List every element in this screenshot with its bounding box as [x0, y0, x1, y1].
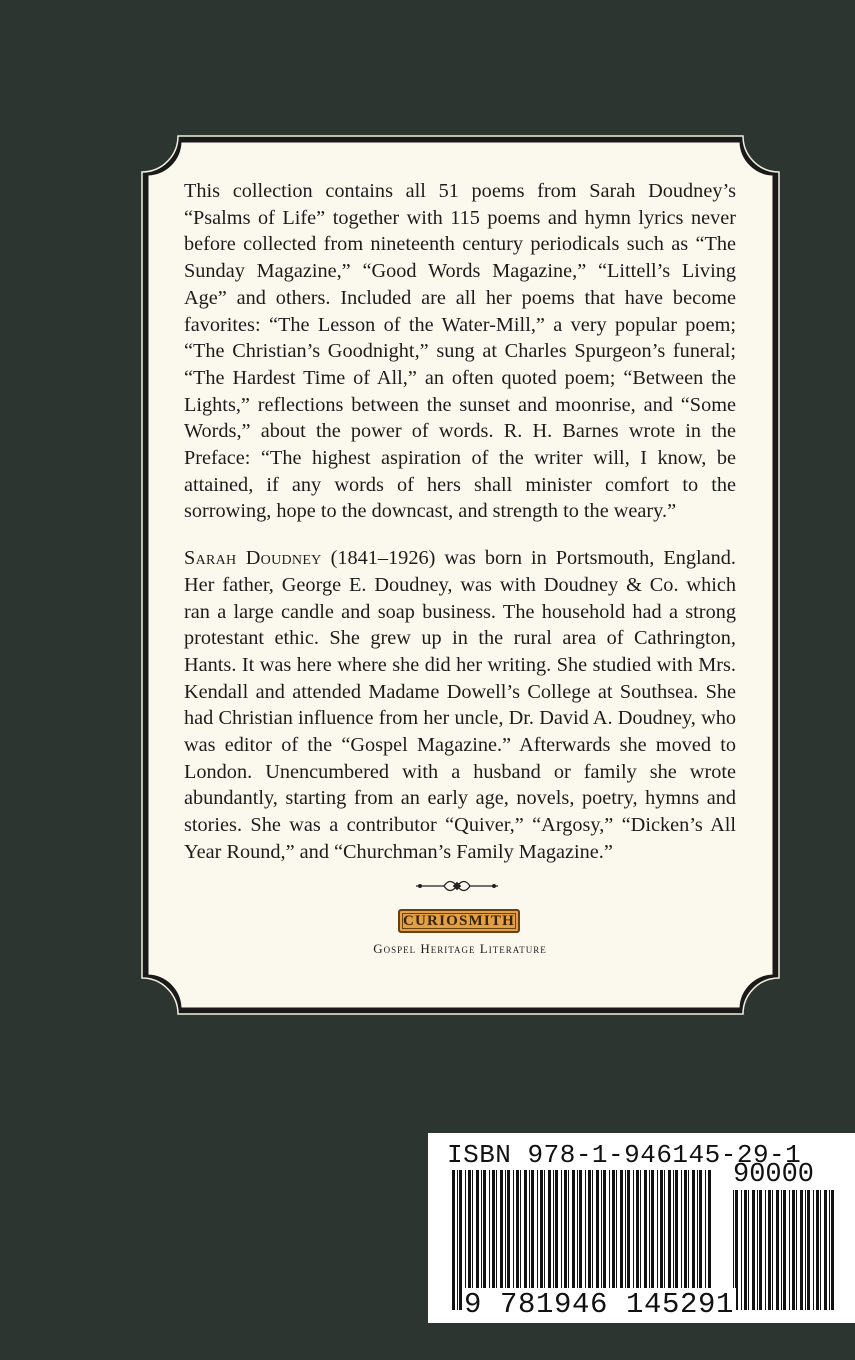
isbn-text: ISBN 978-1-946145-29-1: [447, 1140, 802, 1170]
author-bio: (1841–1926) was born in Portsmouth, England. Her father, George E. Doudney, was with Doudney & Co. which ran a large candle and soap business. The household had a strong protestant ethic. She grew up in the rural area of Cathrington, Hants. It was here where she did her writing. She studied with Mrs. Kendall and attended Madame Dowell’s College at Southsea. She had Christian influence from her uncle, Dr. David A. Doudney, who was editor of the “Gospel Magazine.” Afterwards she moved to London. Unencumbered with a husband or family she wrote abundantly, starting from an early age, novels, poetry, hymns and stories. She was a contributor “Quiver,” “Argosy,” “Dicken’s All Year Round,” and “Churchman’s Family Magazine.”: [184, 547, 737, 863]
publisher-logo: CURIOSMITH: [398, 909, 520, 933]
publisher-imprint: Gospel Heritage Literature: [373, 941, 547, 956]
price-code: 90000: [733, 1160, 815, 1190]
author-name: Sarah Doudney: [184, 547, 322, 570]
barcode-digits: 9 781946 145291: [464, 1288, 735, 1321]
description-paragraph-1: This collection contains all 51 poems from Sarah Doudney’s “Psalms of Life” together with 115 poems and hymn lyrics never before collected from nineteenth century periodicals such as “The Sunday Magazine,” “Good Words Magazine,” “Littell’s Living Age” and others. Included are all her poems that have become favorites: “The Lesson of the Water-Mill,” a very popular poem; “The Christian’s Goodnight,” sung at Charles Spurgeon’s funeral; “The Hardest Time of All,” an often quoted poem; “Between the Lights,” reflections between the sunset and moonrise, and “Some Words,” about the power of words. R. H. Barnes wrote in the Preface: “The highest aspiration of the writer will, I know, be attained, if any words of hers shall minister comfort to the sorrowing, hope to the downcast, and strength to the weary.”: [184, 180, 736, 523]
